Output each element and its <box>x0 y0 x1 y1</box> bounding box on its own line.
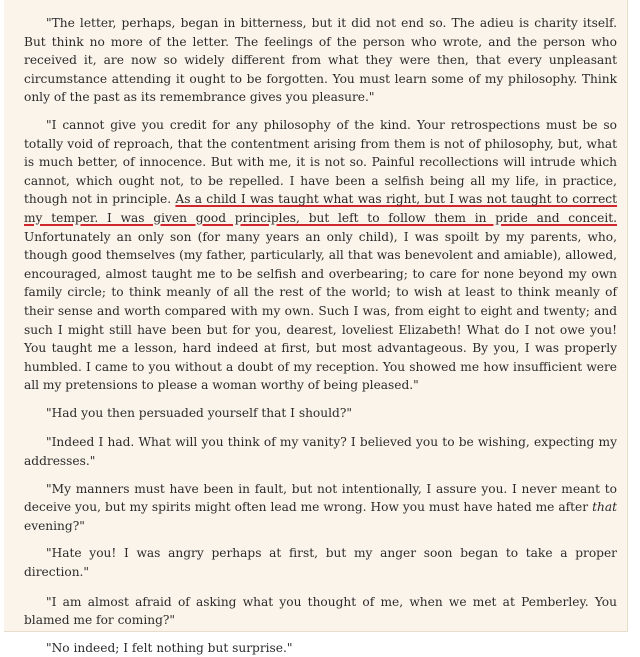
paragraph-5 <box>24 480 617 536</box>
highlighted-passage: As a child I was taught what was right, but I was not taught to correct my temper. I was given good principles, but left to follow them in pride and conceit. <box>24 192 618 225</box>
paragraph-text: "Indeed I had. What will you think of my vanity? I believed you to be wishing, expecting my addresses." <box>24 435 617 469</box>
paragraph-4 <box>24 433 617 470</box>
paragraph-8 <box>24 639 617 657</box>
paragraph-text: "I am almost afraid of asking what you thought of me, when we met at Pemberley. You blamed me for coming?" <box>24 594 617 628</box>
paragraph-text: Unfortunately an only son (for many years an only child), I was spoilt by my parents, who, though good themselves (my father, particularly, all that was benevolent and amiable), allowed, encouraged, almost taught me to be selfish and overbearing; to care for none beyond my own family circle; to think meanly of all the rest of the world; to wish at least to think meanly of their sense and worth compared with my own. Such I was, from eight to eight and twenty; and such I might still have been but for you, dearest, loveliest Elizabeth! What do I not owe you! You taught me a lesson, hard indeed at first, but most advantageous. By you, I was properly humbled. I came to you without a doubt of my reception. You showed me how insufficient were all my pretensions to please a woman worthy of being pleased." <box>24 229 617 393</box>
paragraph-1 <box>24 14 617 107</box>
paragraph-text: evening?" <box>24 518 85 533</box>
italic-word: that <box>592 500 617 515</box>
paragraph-text: "My manners must have been in fault, but not intentionally, I assure you. I never meant to deceive you, but my spirits might often lead me wrong. How you must have hated me after <box>24 481 617 515</box>
book-page <box>4 0 628 655</box>
paragraph-7 <box>24 593 617 630</box>
paragraph-text: "Had you then persuaded yourself that I should?" <box>46 405 352 420</box>
paragraph-text: "I cannot give you credit for any philosophy of the kind. Your retrospections must be so totally void of reproach, that the contentment arising from them is not of philosophy, but, what is much better, of innocence. But with me, it is not so. Painful recollections will intrude which cannot, which ought not, to be repelled. I have been a selfish being all my life, in practice, though not in principle. <box>24 117 617 207</box>
paragraph-text: "Hate you! I was angry perhaps at first, but my anger soon began to take a proper direction." <box>24 546 617 580</box>
paragraph-2 <box>24 116 617 395</box>
paragraph-3 <box>24 404 617 423</box>
paragraph-text: "No indeed; I felt nothing but surprise." <box>46 640 293 655</box>
paragraph-6 <box>24 544 617 581</box>
paragraph-text: "The letter, perhaps, began in bitterness, but it did not end so. The adieu is charity itself. But think no more of the letter. The feelings of the person who wrote, and the person who received it, are now so widely different from what they were then, that every unpleasant circumstance attending it ought to be forgotten. You must learn some of my philosophy. Think only of the past as its remembrance gives you pleasure." <box>24 16 617 105</box>
